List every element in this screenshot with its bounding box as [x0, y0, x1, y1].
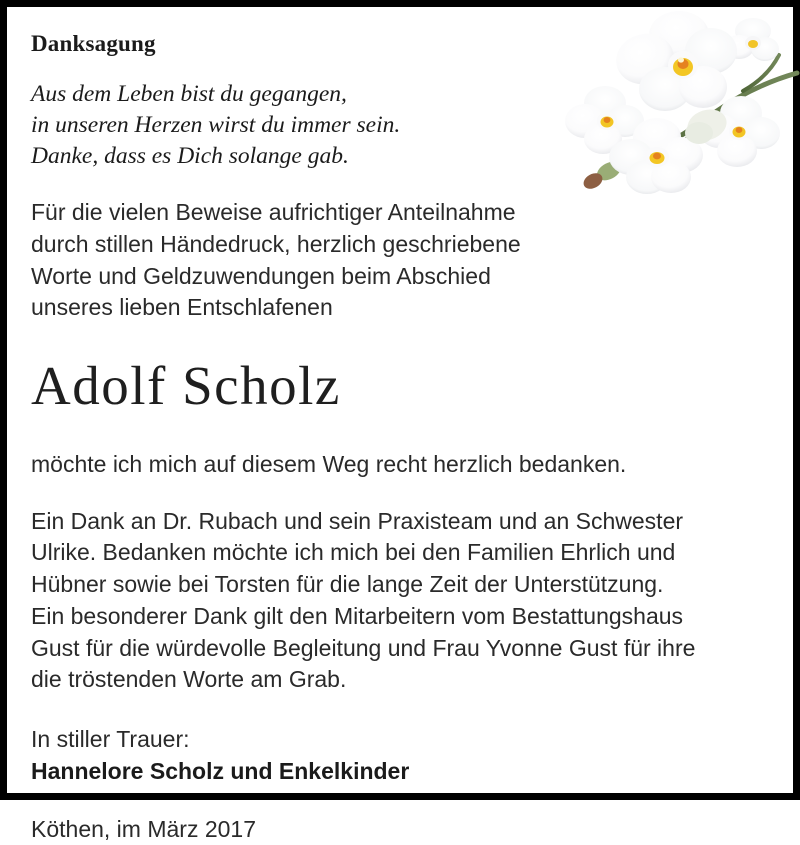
- thanks-line: [31, 449, 777, 481]
- intro-line-2: durch stillen Händedruck, herzlich geschriebene: [31, 230, 521, 257]
- detail-line-1: Ein Dank an Dr. Rubach und sein Praxisteam und an Schwester: [31, 507, 684, 534]
- detail-line-5: Gust für die würdevolle Begleitung und Frau Yvonne Gust für ihre: [31, 634, 696, 661]
- deceased-name: Adolf Scholz: [31, 355, 341, 417]
- detail-paragraph: [31, 506, 777, 696]
- intro-line-1: Für die vielen Beweise aufrichtiger Anteilnahme: [31, 199, 516, 226]
- poem-line-3: Danke, dass es Dich solange gab.: [31, 142, 349, 169]
- thanks-line-1: möchte ich mich auf diesem Weg recht herzlich bedanken.: [31, 451, 627, 478]
- survivors-names: Hannelore Scholz und Enkelkinder: [31, 757, 410, 784]
- detail-line-3: Hübner sowie bei Torsten für die lange Zeit der Unterstützung.: [31, 571, 664, 598]
- closing-label: In stiller Trauer:: [31, 726, 190, 753]
- detail-line-6: die tröstenden Worte am Grab.: [31, 666, 347, 693]
- intro-paragraph: [31, 197, 777, 324]
- notice-content: [31, 31, 777, 842]
- detail-line-2: Ulrike. Bedanken möchte ich mich bei den Familien Ehrlich und: [31, 539, 676, 566]
- closing-block: [31, 724, 777, 787]
- place-and-date: Köthen, im März 2017: [31, 815, 257, 842]
- page-title: Danksagung: [31, 31, 156, 56]
- poem-line-2: in unseren Herzen wirst du immer sein.: [31, 111, 401, 138]
- intro-line-3: Worte und Geldzuwendungen beim Abschied: [31, 262, 491, 289]
- poem-line-1: Aus dem Leben bist du gegangen,: [31, 81, 347, 108]
- intro-line-4: unseres lieben Entschlafenen: [31, 294, 333, 321]
- memorial-poem: [31, 79, 777, 171]
- notice-inner-card: [7, 7, 793, 842]
- detail-line-4: Ein besonderer Dank gilt den Mitarbeitern vom Bestattungshaus: [31, 602, 684, 629]
